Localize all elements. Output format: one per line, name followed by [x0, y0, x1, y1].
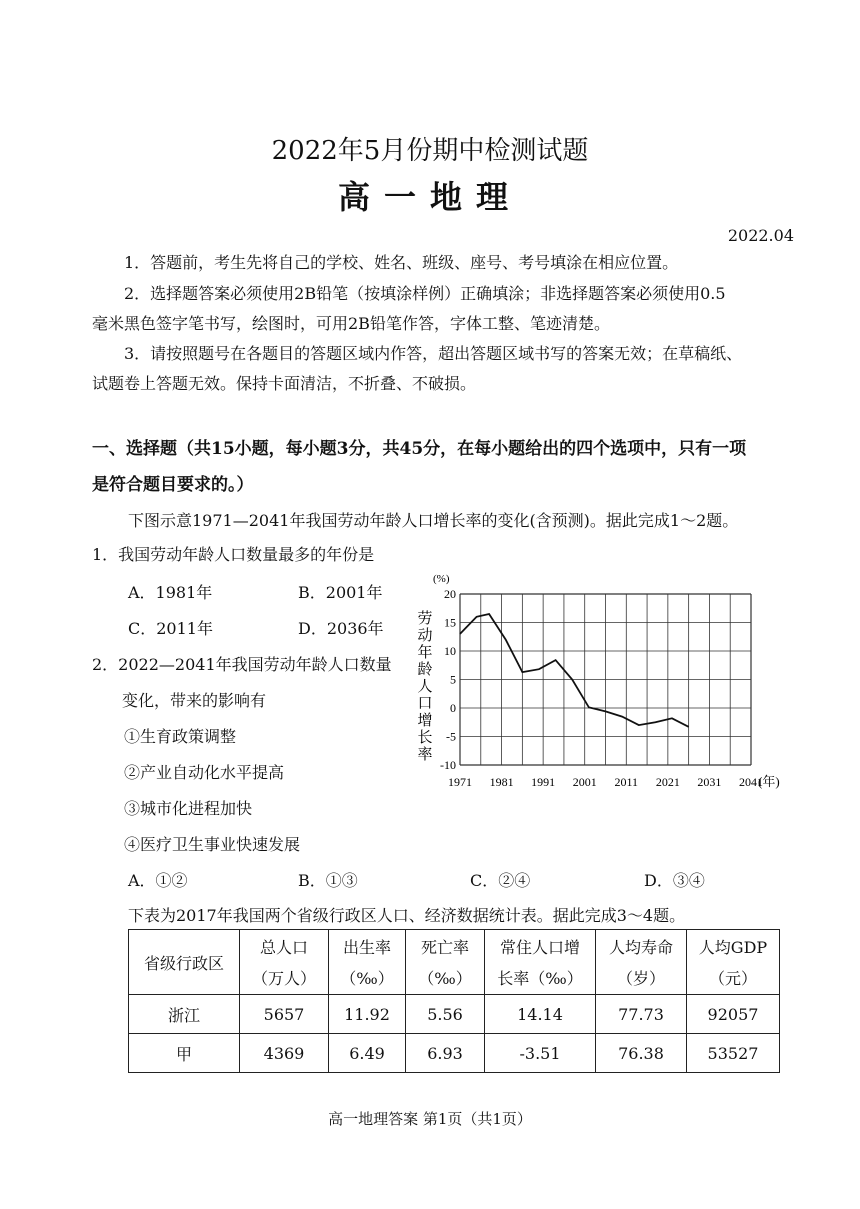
header-line-2: （‰）: [418, 969, 472, 988]
table-cell: 76.38: [596, 1034, 687, 1073]
table-row: [129, 995, 780, 1034]
q2-stem-line2: 变化，带来的影响有: [122, 691, 267, 710]
chart-ylabel: [417, 609, 432, 763]
x-tick-label: 2001: [572, 775, 597, 789]
page-footer: 高一地理答案 第1页（共1页）: [328, 1110, 532, 1128]
y-axis-label-char: 率: [417, 747, 433, 763]
table-header-cell: [485, 930, 596, 995]
chart-xticks: [448, 775, 763, 789]
stats-table: [128, 929, 780, 1073]
table-row: [129, 1034, 780, 1073]
table-cell: 5657: [240, 995, 329, 1034]
table-header-cell: [596, 930, 687, 995]
intro-table: 下表为2017年我国两个省级行政区人口、经济数据统计表。据此完成3～4题。: [128, 906, 686, 925]
q2-item-2: ②产业自动化水平提高: [124, 763, 285, 782]
table-cell: 53527: [687, 1034, 780, 1073]
series-line: [460, 614, 689, 727]
table-cell: 4369: [240, 1034, 329, 1073]
header-line-1: 死亡率: [420, 938, 469, 957]
header-line-2: （万人）: [251, 969, 316, 988]
y-axis-label-char: 口: [417, 696, 433, 712]
table-header-cell: [129, 930, 240, 995]
header-line-2: 长率（‰）: [497, 969, 583, 988]
y-axis-label-char: 龄: [417, 662, 433, 678]
table-cell: 6.49: [329, 1034, 406, 1073]
x-tick-label: 2031: [697, 775, 722, 789]
chart-unit-label: (%): [433, 573, 450, 585]
header-line-1: 常住人口增: [499, 938, 580, 957]
q1-option-c: C．2011年: [128, 619, 213, 638]
y-tick-label: 5: [450, 672, 456, 687]
table-cell: 92057: [687, 995, 780, 1034]
q1-option-b: B．2001年: [298, 583, 383, 602]
section-heading-line1: 一、选择题（共15小题，每小题3分，共45分，在每小题给出的四个选项中，只有一项: [92, 439, 747, 459]
header-line-2: （岁）: [616, 969, 665, 988]
q2-item-3: ③城市化进程加快: [124, 799, 253, 818]
x-tick-label: 2011: [614, 775, 639, 789]
header-line-1: 出生率: [342, 938, 391, 957]
growth-rate-chart: [400, 566, 790, 796]
note-1: 1．答题前，考生先将自己的学校、姓名、班级、座号、考号填涂在相应位置。: [124, 253, 679, 272]
table-header-row: [129, 930, 780, 995]
y-axis-label-char: 劳: [417, 611, 433, 627]
table-cell: 5.56: [406, 995, 485, 1034]
note-3-line1: 3．请按照题号在各题目的答题区域内作答，超出答题区域书写的答案无效；在草稿纸、: [124, 344, 743, 363]
intro-chart: 下图示意1971—2041年我国劳动年龄人口增长率的变化(含预测)。据此完成1～2题。: [128, 511, 739, 530]
y-tick-label: -10: [440, 758, 456, 772]
table-cell: 甲: [129, 1034, 240, 1073]
note-2-line2: 毫米黑色签字笔书写，绘图时，可用2B铅笔作答，字体工整、笔迹清楚。: [92, 314, 610, 333]
y-tick-label: 10: [444, 644, 456, 658]
q2-option-a: A．①②: [128, 871, 188, 890]
note-3-line2: 试题卷上答题无效。保持卡面清洁，不折叠、不破损。: [92, 374, 477, 393]
q2-item-4: ④医疗卫生事业快速发展: [124, 835, 301, 854]
y-axis-label-char: 长: [417, 730, 433, 746]
q2-item-1: ①生育政策调整: [124, 727, 237, 746]
q2-option-b: B．①③: [298, 871, 358, 890]
table-cell: 6.93: [406, 1034, 485, 1073]
exam-date: 2022.04: [727, 226, 794, 245]
chart-yticks: [440, 587, 456, 772]
table-header-cell: [687, 930, 780, 995]
q2-stem-line1: 2．2022—2041年我国劳动年龄人口数量: [92, 655, 392, 674]
table-header-cell: [240, 930, 329, 995]
y-tick-label: 0: [450, 701, 456, 715]
table-header-cell: [406, 930, 485, 995]
x-tick-label: 1981: [489, 775, 514, 789]
y-tick-label: 15: [444, 615, 456, 630]
q1-option-d: D．2036年: [298, 619, 384, 638]
table-cell: -3.51: [485, 1034, 596, 1073]
section-heading-line2: 是符合题目要求的。）: [92, 475, 254, 495]
header-line-2: （元）: [708, 969, 757, 988]
y-axis-label-char: 人: [417, 679, 433, 695]
y-axis-label-char: 增: [417, 713, 433, 729]
exam-title: 2022年5月份期中检测试题: [271, 136, 589, 166]
chart-xunit: (年): [758, 774, 780, 789]
x-tick-label: 2041: [739, 775, 763, 789]
q1-stem: 1．我国劳动年龄人口数量最多的年份是: [92, 545, 375, 564]
y-axis-label-char: 动: [417, 628, 433, 644]
table-cell: 11.92: [329, 995, 406, 1034]
table-header-cell: [329, 930, 406, 995]
q1-option-a: A．1981年: [128, 583, 213, 602]
y-axis-label-char: 年: [417, 645, 433, 661]
chart-grid: [460, 594, 751, 765]
table-cell: 77.73: [596, 995, 687, 1034]
q2-option-d: D．③④: [644, 871, 705, 890]
y-tick-label: -5: [446, 729, 456, 744]
x-tick-label: 1971: [448, 775, 472, 789]
y-tick-label: 20: [444, 587, 456, 601]
header-line-1: 人均GDP: [698, 938, 768, 957]
exam-subject: 高一地理: [337, 178, 522, 216]
header-line-2: （‰）: [340, 969, 394, 988]
header-line-1: 省级行政区: [143, 953, 224, 973]
header-line-1: 总人口: [259, 938, 308, 957]
q2-option-c: C．②④: [470, 871, 531, 890]
note-2-line1: 2．选择题答案必须使用2B铅笔（按填涂样例）正确填涂；非选择题答案必须使用0.5: [124, 284, 726, 303]
x-tick-label: 1991: [531, 775, 556, 789]
table-cell: 浙江: [129, 995, 240, 1034]
header-line-1: 人均寿命: [608, 938, 673, 957]
x-tick-label: 2021: [655, 775, 680, 789]
table-cell: 14.14: [485, 995, 596, 1034]
